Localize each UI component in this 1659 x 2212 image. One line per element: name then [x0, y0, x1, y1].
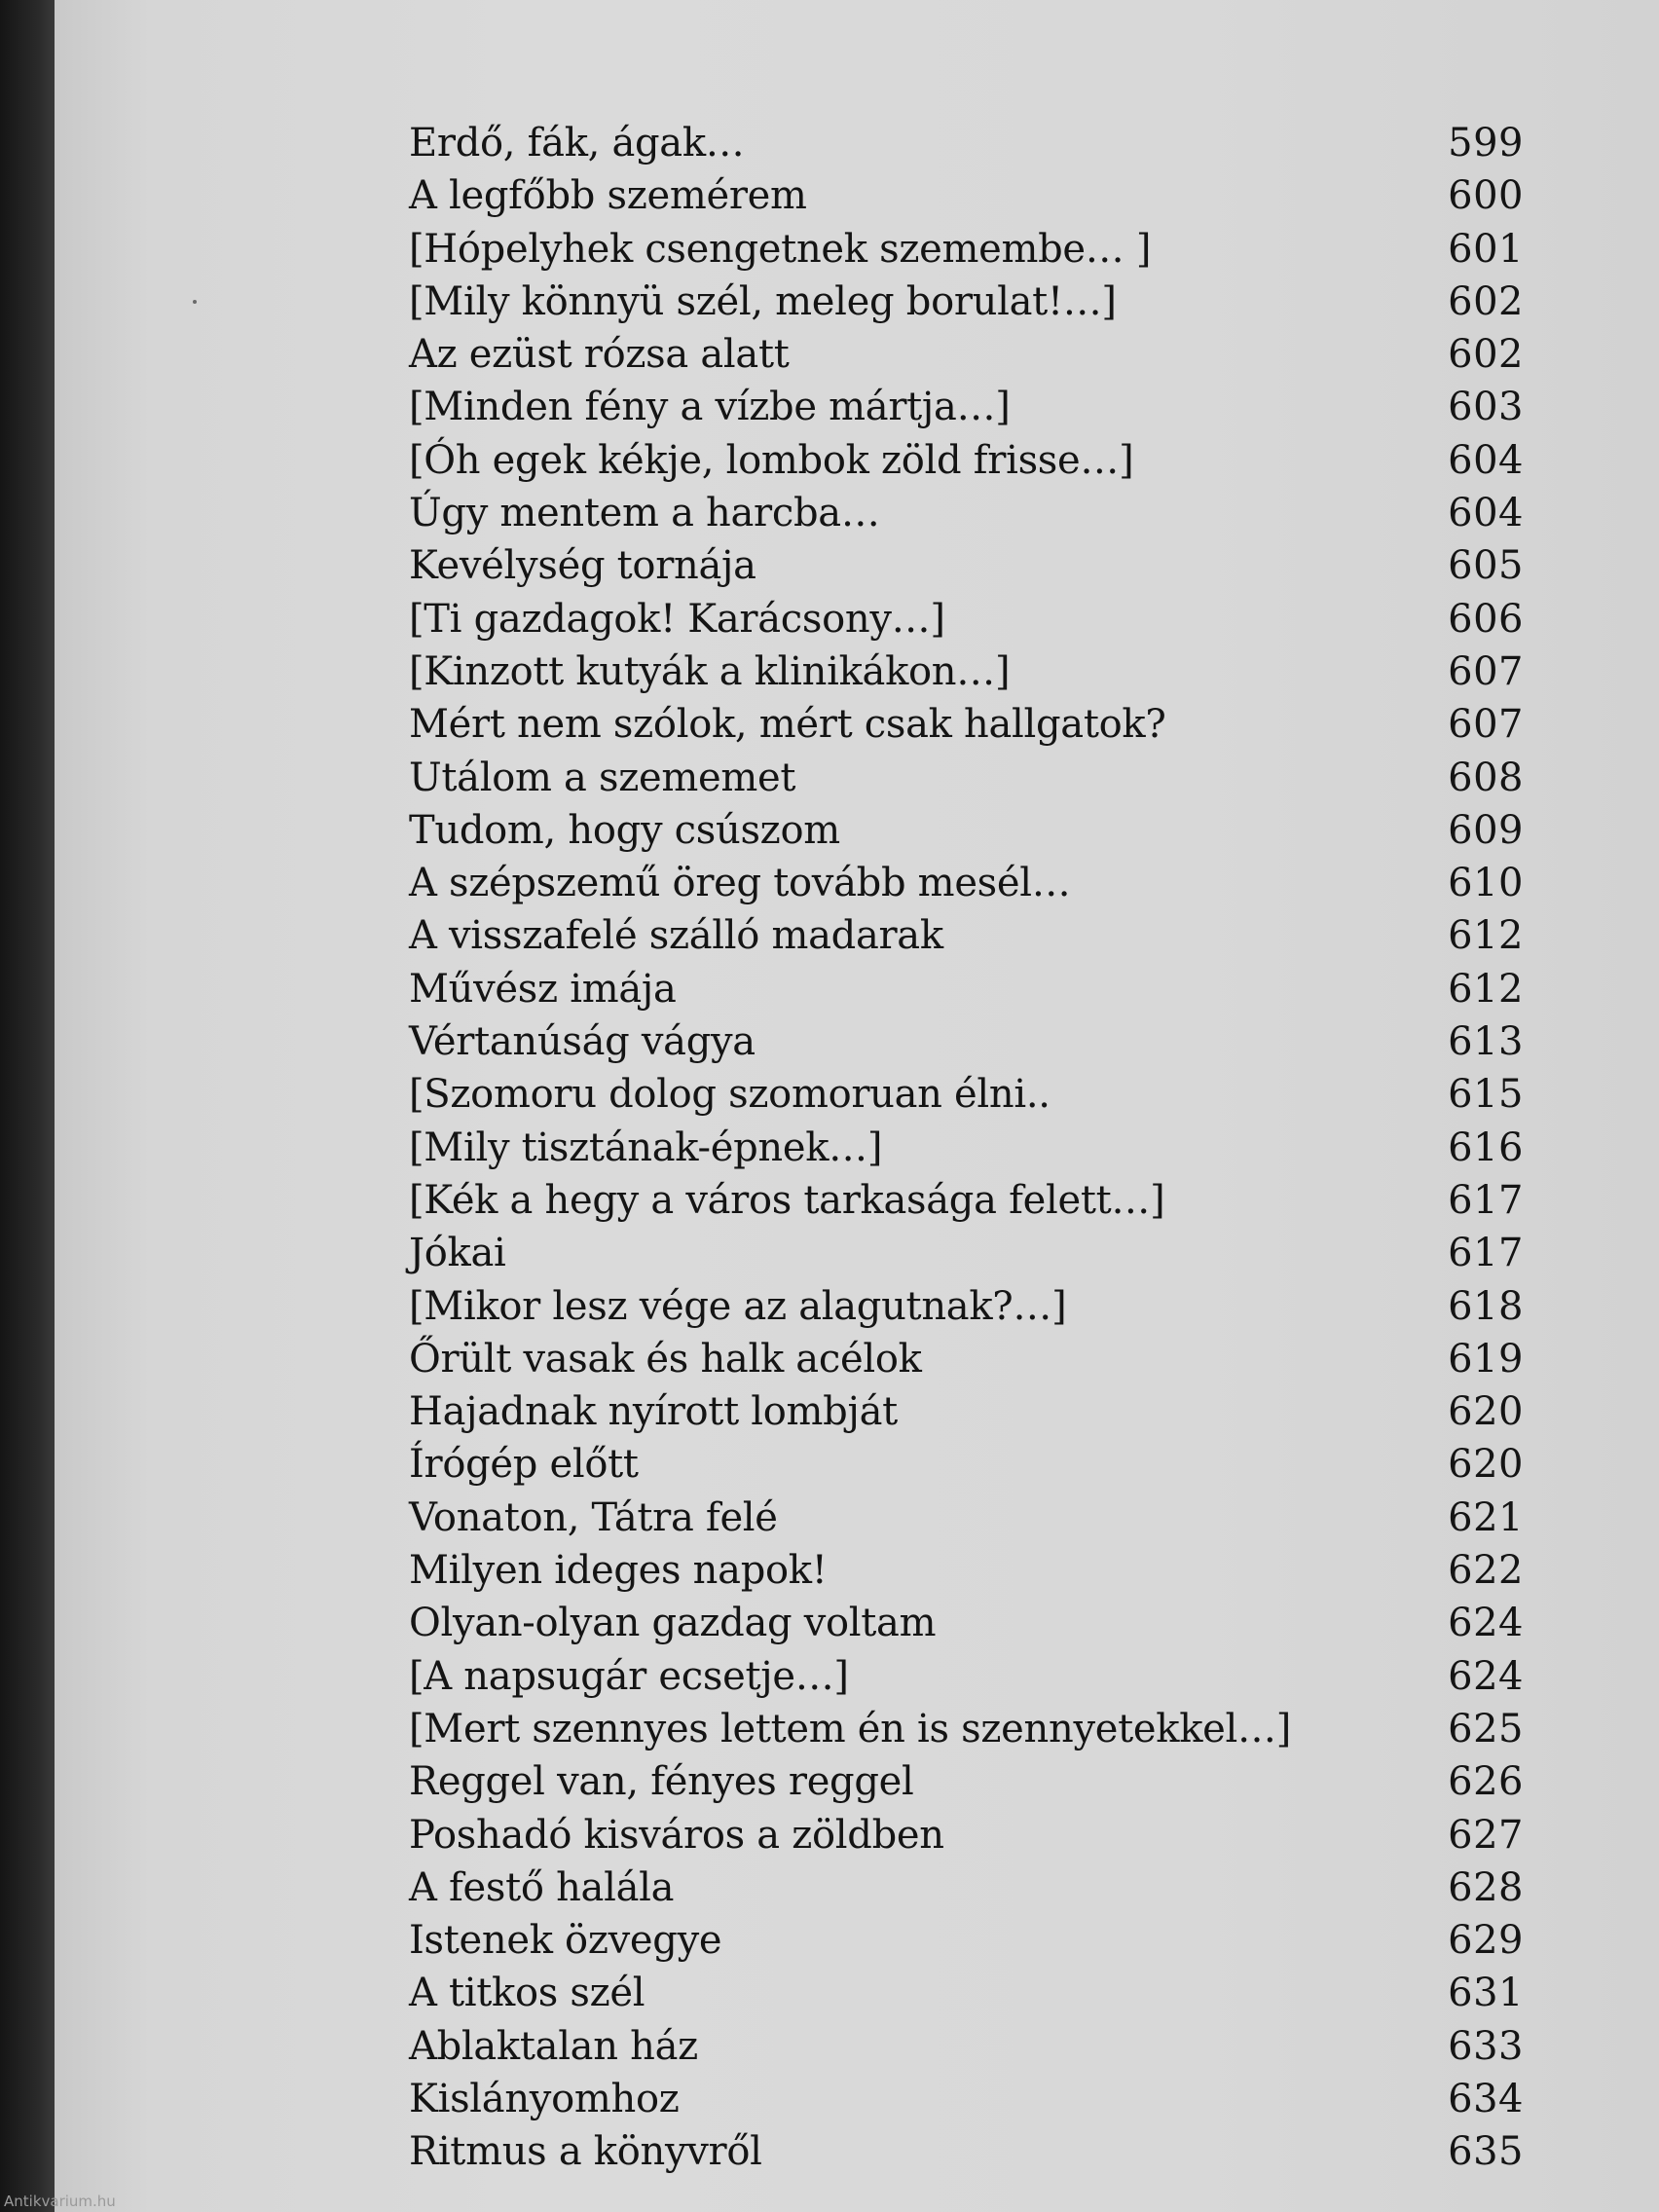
toc-entry-title: Ritmus a könyvről: [409, 2129, 762, 2175]
toc-entry-page: 628: [1448, 1864, 1524, 1910]
toc-entry-page: 621: [1448, 1494, 1524, 1540]
toc-entry: [409, 1122, 1524, 1174]
toc-entry-page: 634: [1448, 2076, 1524, 2121]
toc-entry: [409, 1068, 1524, 1121]
toc-entry: [409, 2020, 1524, 2073]
toc-entry-title: Úgy mentem a harcba…: [409, 491, 880, 536]
toc-entry-page: 617: [1448, 1231, 1524, 1276]
toc-entry-title: [A napsugár ecsetje…]: [409, 1653, 849, 1699]
book-spine-shadow: [0, 0, 55, 2212]
toc-entry: [409, 752, 1524, 804]
toc-entry: [409, 539, 1524, 592]
toc-entry-page: 609: [1448, 807, 1524, 853]
toc-entry: [409, 1597, 1524, 1649]
toc-entry-page: 608: [1448, 755, 1524, 800]
toc-entry-page: 600: [1448, 173, 1524, 219]
toc-entry-page: 626: [1448, 1759, 1524, 1805]
toc-entry-page: 610: [1448, 861, 1524, 906]
toc-entry-title: Mért nem szólok, mért csak hallgatok?: [409, 702, 1166, 748]
toc-entry-page: 635: [1448, 2129, 1524, 2175]
toc-entry-title: [Mily tisztának-épnek…]: [409, 1124, 883, 1170]
toc-entry-title: Ablaktalan ház: [409, 2023, 698, 2069]
toc-entry-title: [Hópelyhek csengetnek szemembe… ]: [409, 226, 1152, 272]
toc-entry-title: Vértanúság vágya: [409, 1019, 756, 1065]
toc-entry-page: 633: [1448, 2023, 1524, 2069]
toc-entry-title: Kevélység tornája: [409, 543, 756, 589]
toc-entry: [409, 381, 1524, 433]
toc-entry: [409, 1544, 1524, 1597]
toc-entry-title: A legfőbb szemérem: [409, 173, 807, 219]
toc-entry-page: 619: [1448, 1336, 1524, 1382]
toc-entry-title: [Kinzott kutyák a klinikákon…]: [409, 648, 1011, 694]
toc-entry: [409, 1227, 1524, 1279]
toc-entry: [409, 1650, 1524, 1703]
toc-entry: [409, 487, 1524, 539]
toc-entry-page: 602: [1448, 332, 1524, 378]
toc-entry-title: Kislányomhoz: [409, 2076, 680, 2121]
toc-entry-title: Milyen ideges napok!: [409, 1548, 828, 1594]
toc-entry: [409, 1015, 1524, 1068]
toc-entry-page: 606: [1448, 596, 1524, 642]
toc-entry-title: Olyan-olyan gazdag voltam: [409, 1601, 937, 1646]
toc-entry: [409, 593, 1524, 645]
toc-entry-page: 607: [1448, 702, 1524, 748]
toc-entry: [409, 1914, 1524, 1967]
toc-entry: [409, 1333, 1524, 1385]
toc-entry-title: [Mily könnyü szél, meleg borulat!…]: [409, 278, 1117, 324]
toc-entry: [409, 1492, 1524, 1544]
toc-entry-title: Erdő, fák, ágak…: [409, 121, 745, 166]
toc-entry-page: 629: [1448, 1918, 1524, 1964]
toc-entry-title: [Mert szennyes lettem én is szennyetekkel…]: [409, 1706, 1292, 1751]
toc-entry-title: A titkos szél: [409, 1971, 645, 2016]
toc-entry-title: [Ti gazdagok! Karácsony…]: [409, 596, 945, 642]
toc-entry-page: 624: [1448, 1653, 1524, 1699]
toc-entry: [409, 1809, 1524, 1862]
toc-entry-title: Jókai: [409, 1231, 506, 1276]
toc-entry-title: Az ezüst rózsa alatt: [409, 332, 790, 378]
toc-entry: [409, 1862, 1524, 1914]
toc-entry-page: 620: [1448, 1442, 1524, 1488]
toc-entry-page: 615: [1448, 1072, 1524, 1118]
toc-entry-page: 602: [1448, 278, 1524, 324]
paper-speck: [193, 300, 197, 304]
toc-entry: [409, 1385, 1524, 1438]
toc-entry-title: [Kék a hegy a város tarkasága felett…]: [409, 1177, 1165, 1223]
toc-entry-page: 605: [1448, 543, 1524, 589]
toc-entry-title: Hajadnak nyírott lombját: [409, 1389, 898, 1435]
toc-entry-title: Őrült vasak és halk acélok: [409, 1336, 922, 1382]
toc-entry-page: 617: [1448, 1177, 1524, 1223]
toc-entry: [409, 1174, 1524, 1227]
toc-entry-page: 612: [1448, 913, 1524, 959]
toc-entry: [409, 169, 1524, 222]
toc-entry-page: 616: [1448, 1124, 1524, 1170]
toc-entry-title: A szépszemű öreg tovább mesél…: [409, 861, 1071, 906]
toc-entry-title: Utálom a szememet: [409, 755, 796, 800]
toc-entry: [409, 698, 1524, 751]
toc-entry-title: Istenek özvegye: [409, 1918, 722, 1964]
toc-entry-page: 612: [1448, 966, 1524, 1012]
toc-entry-page: 603: [1448, 385, 1524, 430]
toc-entry-title: Tudom, hogy csúszom: [409, 807, 840, 853]
toc-entry: [409, 909, 1524, 962]
toc-entry-page: 620: [1448, 1389, 1524, 1435]
toc-entry-page: 631: [1448, 1971, 1524, 2016]
toc-entry-title: [Óh egek kékje, lombok zöld frisse…]: [409, 437, 1134, 483]
toc-entry-page: 613: [1448, 1019, 1524, 1065]
toc-entry: [409, 1755, 1524, 1808]
toc-entry-title: A visszafelé szálló madarak: [409, 913, 943, 959]
toc-entry-page: 622: [1448, 1548, 1524, 1594]
toc-entry-title: A festő halála: [409, 1864, 675, 1910]
toc-entry: [409, 434, 1524, 487]
toc-entry: [409, 1280, 1524, 1333]
toc-entry-title: [Szomoru dolog szomoruan élni..: [409, 1072, 1051, 1118]
toc-entry: [409, 223, 1524, 276]
toc-entry: [409, 1967, 1524, 2019]
toc-entry-title: Írógép előtt: [409, 1442, 639, 1488]
toc-entry: [409, 1438, 1524, 1491]
toc-entry-title: Vonaton, Tátra felé: [409, 1494, 778, 1540]
toc-entry-page: 624: [1448, 1601, 1524, 1646]
toc-entry: [409, 1703, 1524, 1755]
toc-entry-page: 618: [1448, 1283, 1524, 1329]
toc-entry-page: 599: [1448, 121, 1524, 166]
toc-entry-page: 601: [1448, 226, 1524, 272]
toc-entry: [409, 857, 1524, 909]
toc-entry: [409, 276, 1524, 328]
toc-entry-title: Poshadó kisváros a zöldben: [409, 1812, 944, 1858]
toc-entry-title: [Mikor lesz vége az alagutnak?…]: [409, 1283, 1067, 1329]
toc-entry: [409, 963, 1524, 1015]
table-of-contents: [409, 117, 1524, 2179]
toc-entry: [409, 2073, 1524, 2125]
toc-entry-page: 627: [1448, 1812, 1524, 1858]
site-watermark: Antikvarium.hu: [4, 2193, 116, 2210]
toc-entry-page: 604: [1448, 437, 1524, 483]
toc-entry: [409, 645, 1524, 698]
toc-entry-title: Reggel van, fényes reggel: [409, 1759, 914, 1805]
toc-entry: [409, 804, 1524, 857]
toc-entry-page: 625: [1448, 1706, 1524, 1751]
toc-entry-title: [Minden fény a vízbe mártja…]: [409, 385, 1011, 430]
toc-entry-page: 604: [1448, 491, 1524, 536]
toc-entry-title: Művész imája: [409, 966, 677, 1012]
toc-entry: [409, 117, 1524, 169]
toc-entry-page: 607: [1448, 648, 1524, 694]
toc-entry: [409, 2125, 1524, 2178]
toc-entry: [409, 328, 1524, 381]
